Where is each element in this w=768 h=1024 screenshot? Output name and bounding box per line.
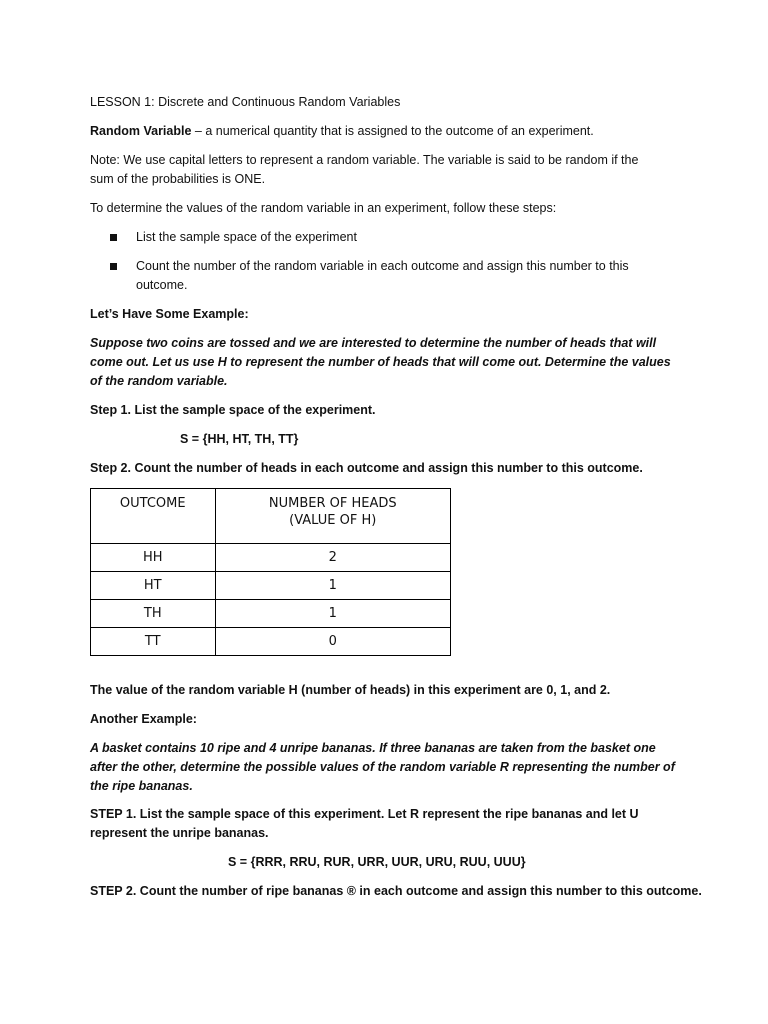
example2-problem: A basket contains 10 ripe and 4 unripe bananas. If three bananas are taken from the basket one after the other, determine the possible values of the random variable R representing the number of the ripe bananas.	[90, 741, 675, 793]
example1-problem: Suppose two coins are tossed and we are interested to determine the number of heads that will come out. Let us use H to represent the number of heads that will come out. Determine the values of the random variable.	[90, 336, 671, 388]
steps-intro: To determine the values of the random variable in an experiment, follow these steps:	[90, 201, 557, 215]
outcome-cell: TT	[91, 628, 216, 656]
random-variable-definition	[90, 122, 690, 141]
example1-step1: Step 1. List the sample space of the experiment.	[90, 403, 376, 417]
note-line-2: sum of the probabilities is ONE.	[90, 172, 266, 186]
header-outcome: OUTCOME	[91, 489, 216, 544]
example2-sample-space: S = {RRR, RRU, RUR, URR, UUR, URU, RUU, UUU}	[228, 855, 526, 869]
outcome-cell: HH	[91, 544, 216, 572]
header-value-line2: (VALUE OF H)	[289, 513, 377, 528]
table-row	[91, 600, 451, 628]
example-heading: Let’s Have Some Example:	[90, 307, 249, 321]
table-header-row	[91, 489, 451, 544]
outcome-cell: HT	[91, 572, 216, 600]
value-cell: 0	[215, 628, 451, 656]
example1-conclusion: The value of the random variable H (number of heads) in this experiment are 0, 1, and 2.	[90, 683, 611, 697]
table-row	[91, 572, 451, 600]
example2-step2: STEP 2. Count the number of ripe bananas ® in each outcome and assign this number to this outcome.	[90, 884, 702, 898]
bullet-text: Count the number of the random variable in each outcome and assign this number to this outcome.	[136, 259, 629, 292]
header-value-line1: NUMBER OF HEADS	[268, 496, 397, 511]
definition-text: – a numerical quantity that is assigned to the outcome of an experiment.	[191, 124, 594, 138]
lesson-title: LESSON 1: Discrete and Continuous Random Variables	[90, 95, 401, 109]
table-row	[91, 544, 451, 572]
square-bullet-icon	[110, 263, 117, 270]
value-cell: 2	[215, 544, 451, 572]
value-cell: 1	[215, 600, 451, 628]
square-bullet-icon	[110, 234, 117, 241]
table-row	[91, 628, 451, 656]
value-cell: 1	[215, 572, 451, 600]
bullet-text: List the sample space of the experiment	[136, 230, 357, 244]
header-value	[215, 489, 451, 544]
another-example-heading: Another Example:	[90, 712, 197, 726]
heads-table	[90, 488, 451, 656]
example1-sample-space: S = {HH, HT, TH, TT}	[180, 432, 299, 446]
note-line-1: Note: We use capital letters to represent a random variable. The variable is said to be random if the	[90, 153, 639, 167]
example1-step2: Step 2. Count the number of heads in each outcome and assign this number to this outcome.	[90, 461, 643, 475]
outcome-cell: TH	[91, 600, 216, 628]
definition-term: Random Variable	[90, 124, 192, 138]
example2-step1: STEP 1. List the sample space of this experiment. Let R represent the ripe bananas and let U represent the unripe bananas.	[90, 807, 639, 840]
